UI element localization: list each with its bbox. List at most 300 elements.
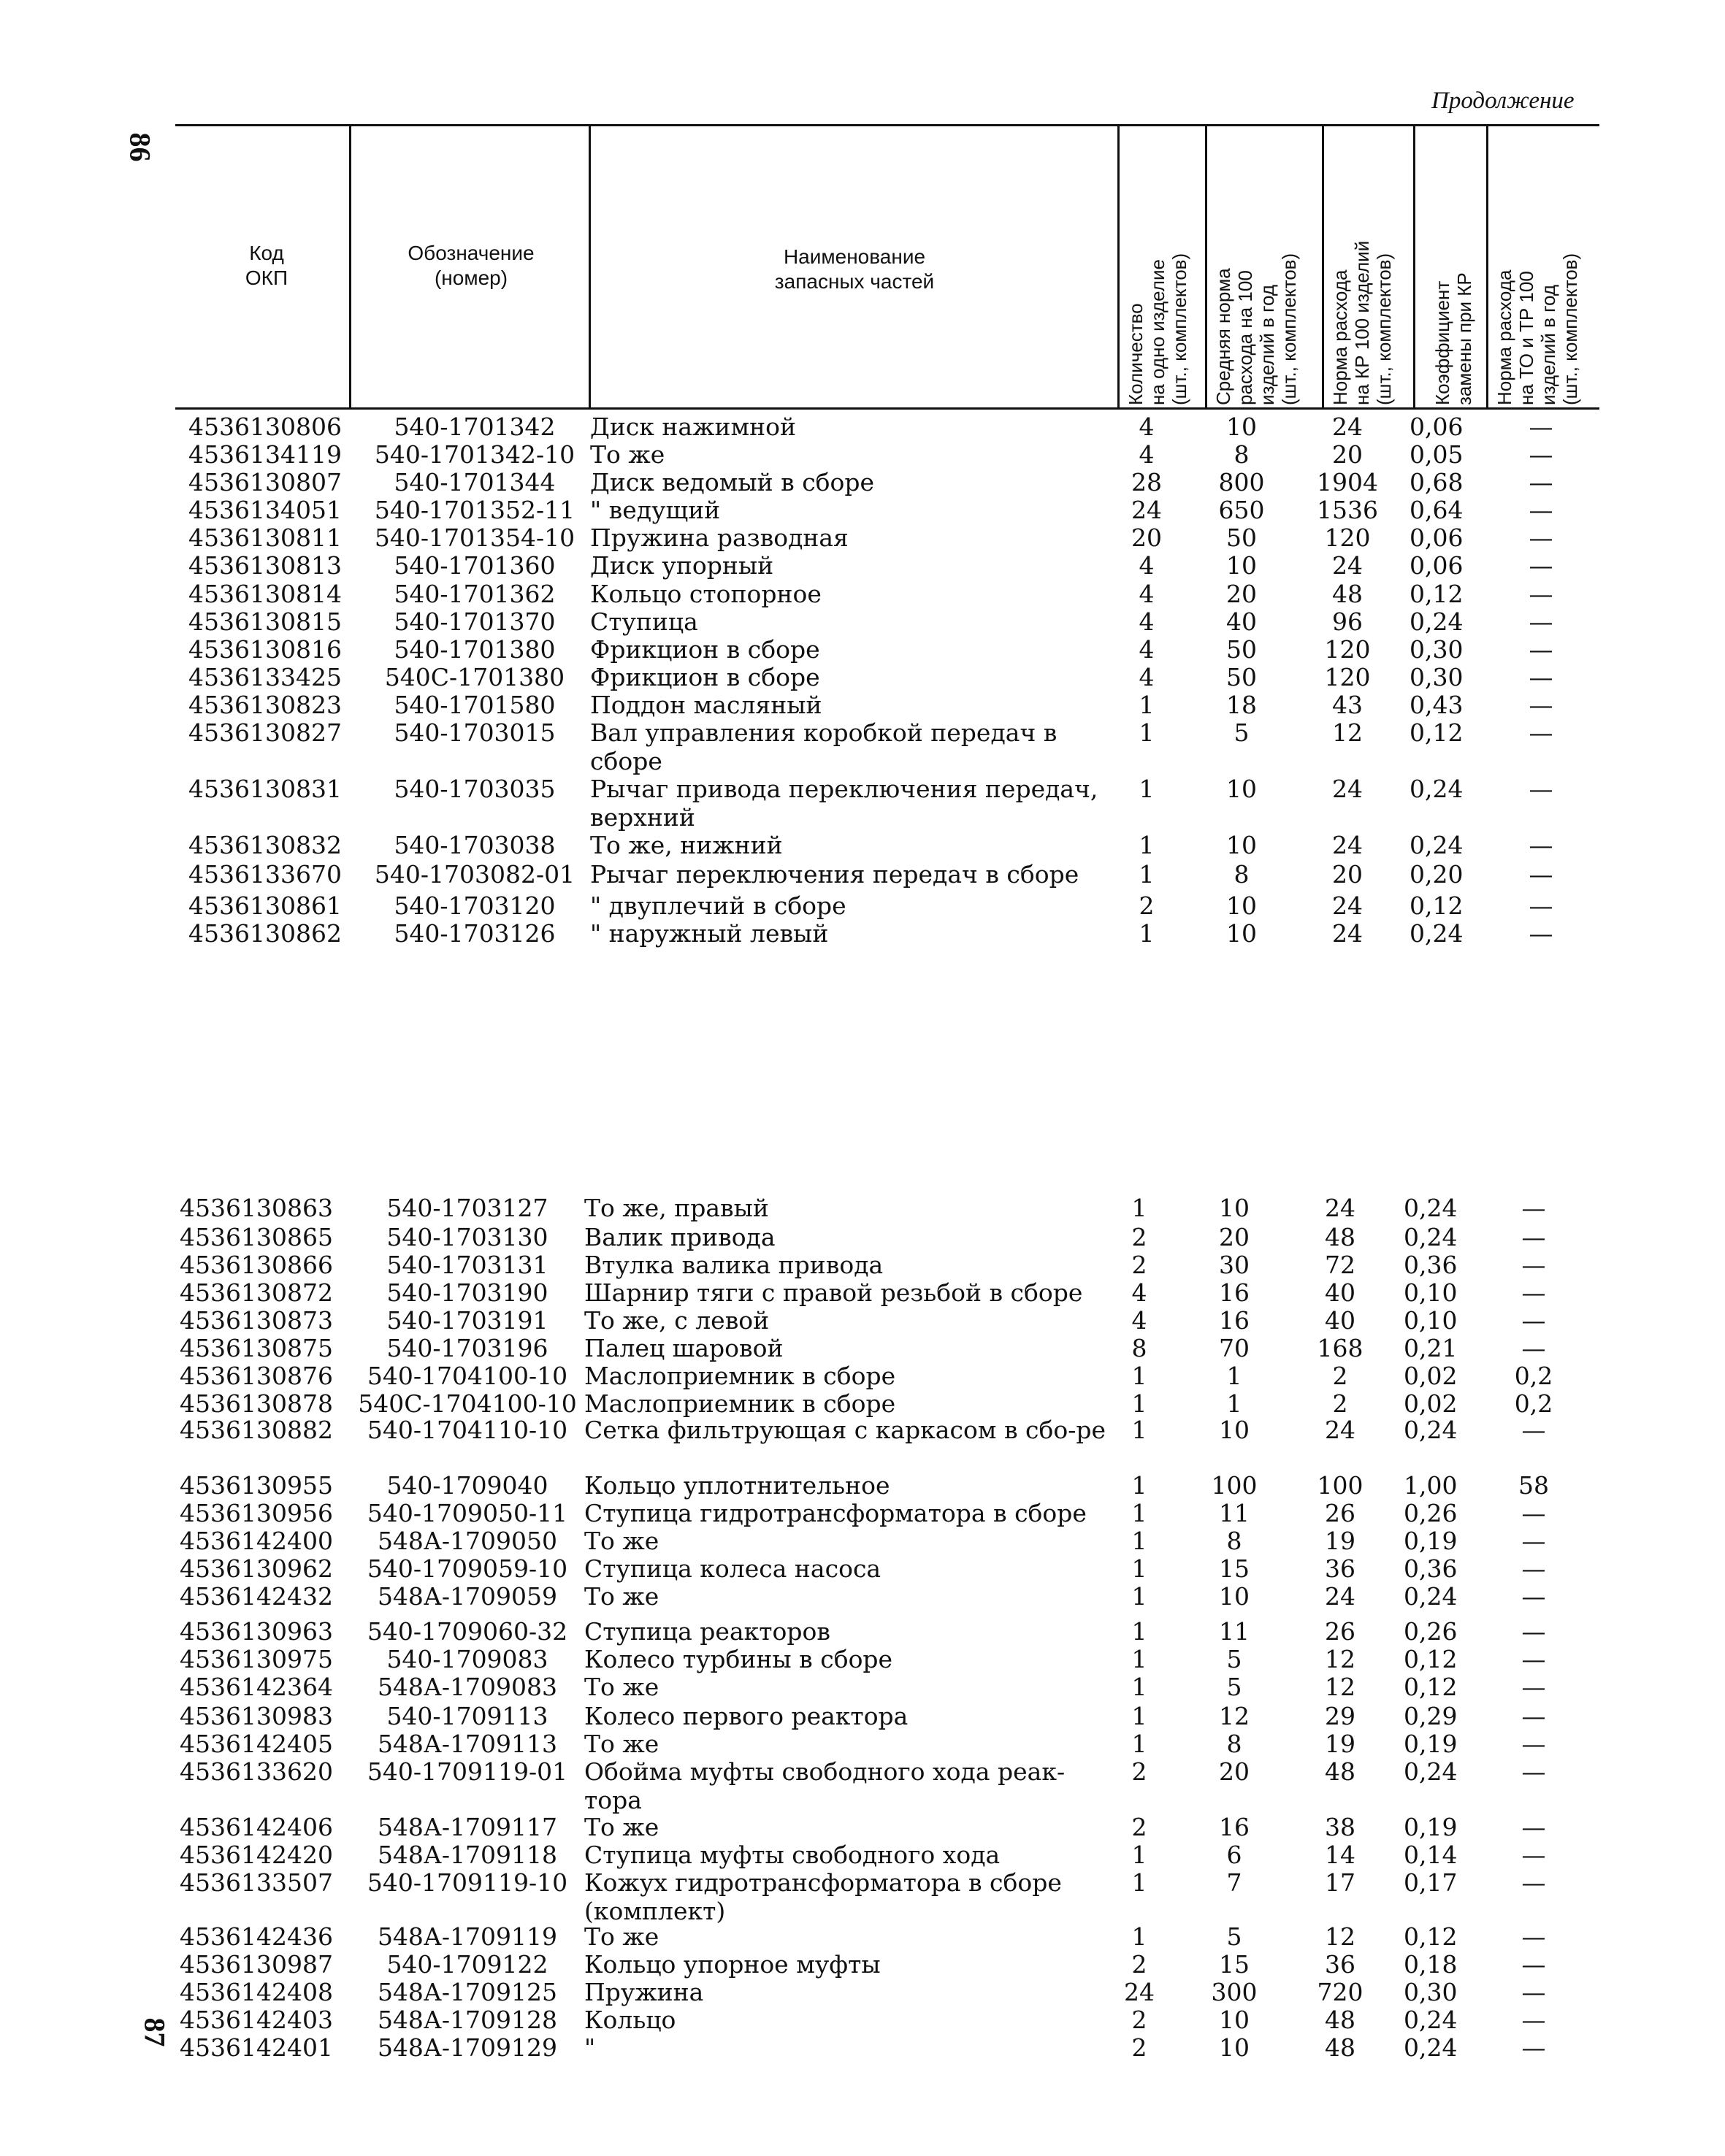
to-rate: — [1521, 1527, 1546, 1555]
avg-rate: 10 [1226, 831, 1257, 859]
replace-coef: 0,24 [1410, 775, 1464, 803]
header-name: Наименование запасных частей [774, 245, 935, 293]
replace-coef: 0,20 [1410, 860, 1464, 889]
part-name: Рычаг переключения передач в сборе [590, 860, 1079, 889]
qty-per-unit: 1 [1131, 1645, 1147, 1673]
okp-code: 4536142436 [180, 1922, 333, 1951]
part-number: 540-1709122 [386, 1950, 548, 1979]
okp-code: 4536130865 [180, 1223, 333, 1251]
replace-coef: 0,24 [1410, 831, 1464, 859]
to-rate: — [1529, 663, 1553, 691]
part-number: 548А-1709059 [377, 1582, 558, 1611]
qty-per-unit: 1 [1131, 1617, 1147, 1646]
part-number: 548А-1709117 [377, 1813, 558, 1841]
kr-rate: 96 [1332, 607, 1363, 636]
kr-rate: 2 [1332, 1362, 1348, 1390]
part-name: " [584, 2033, 596, 2062]
qty-per-unit: 4 [1139, 607, 1155, 636]
part-name: Втулка валика привода [584, 1251, 884, 1279]
avg-rate: 1 [1226, 1389, 1242, 1418]
part-number: 540-1701354-10 [374, 523, 575, 552]
part-number: 548А-1709119 [377, 1922, 558, 1951]
kr-rate: 24 [1325, 1582, 1355, 1611]
replace-coef: 0,02 [1404, 1389, 1458, 1418]
part-number: 540-1703131 [386, 1251, 548, 1279]
kr-rate: 168 [1317, 1334, 1363, 1362]
part-number: 540-1703190 [386, 1278, 548, 1307]
part-name: Палец шаровой [584, 1334, 784, 1362]
part-number: 540-1709050-11 [367, 1499, 568, 1527]
to-rate: — [1521, 1868, 1546, 1897]
qty-per-unit: 4 [1139, 551, 1155, 580]
replace-coef: 0,19 [1404, 1813, 1458, 1841]
replace-coef: 0,12 [1404, 1645, 1458, 1673]
okp-code: 4536130872 [180, 1278, 333, 1307]
part-name: Ступица [590, 607, 698, 636]
replace-coef: 0,24 [1404, 1194, 1458, 1222]
to-rate: — [1529, 691, 1553, 719]
header-kr: Норма расхода на КР 100 изделий (шт., комплектов) [1329, 240, 1395, 405]
kr-rate: 12 [1332, 718, 1363, 747]
part-number: 540-1703130 [386, 1223, 548, 1251]
avg-rate: 6 [1226, 1841, 1242, 1869]
replace-coef: 0,24 [1404, 1416, 1458, 1444]
avg-rate: 10 [1219, 2006, 1250, 2034]
replace-coef: 0,19 [1404, 1730, 1458, 1758]
to-rate: — [1521, 1730, 1546, 1758]
kr-rate: 1904 [1317, 468, 1378, 496]
okp-code: 4536130861 [188, 891, 342, 920]
page-number-top: 86 [123, 132, 157, 162]
to-rate: — [1521, 1251, 1546, 1279]
to-rate: — [1521, 1617, 1546, 1646]
part-name: То же, нижний [590, 831, 783, 859]
to-rate: — [1529, 718, 1553, 747]
to-rate: — [1521, 1334, 1546, 1362]
header-divider [349, 124, 351, 410]
replace-coef: 0,43 [1410, 691, 1464, 719]
avg-rate: 5 [1233, 718, 1250, 747]
header-number: Обозначение (номер) [408, 242, 535, 289]
part-name: То же [590, 440, 665, 469]
qty-per-unit: 1 [1139, 860, 1155, 889]
qty-per-unit: 1 [1131, 1194, 1147, 1222]
part-name: То же [584, 1922, 659, 1951]
kr-rate: 38 [1325, 1813, 1355, 1841]
avg-rate: 8 [1226, 1527, 1242, 1555]
header-avg: Средняя норма расхода на 100 изделий в год (шт., комплектов) [1212, 253, 1300, 405]
okp-code: 4536130962 [180, 1554, 333, 1583]
replace-coef: 0,12 [1410, 718, 1464, 747]
kr-rate: 36 [1325, 1554, 1355, 1583]
avg-rate: 10 [1226, 551, 1257, 580]
part-number: 540-1701342 [394, 413, 556, 441]
header-divider [1413, 124, 1415, 410]
qty-per-unit: 1 [1139, 831, 1155, 859]
avg-rate: 20 [1219, 1223, 1250, 1251]
part-number: 548А-1709083 [377, 1673, 558, 1701]
part-name: То же, правый [584, 1194, 769, 1222]
part-name: Ступица муфты свободного хода [584, 1841, 1001, 1869]
qty-per-unit: 2 [1139, 891, 1155, 920]
kr-rate: 36 [1325, 1950, 1355, 1979]
kr-rate: 17 [1325, 1868, 1355, 1897]
okp-code: 4536130983 [180, 1702, 333, 1730]
kr-rate: 24 [1332, 413, 1363, 441]
avg-rate: 10 [1219, 1582, 1250, 1611]
part-name: То же [584, 1730, 659, 1758]
avg-rate: 8 [1233, 440, 1250, 469]
avg-rate: 8 [1226, 1730, 1242, 1758]
part-number: 540-1703015 [394, 718, 556, 747]
part-name: Маслоприемник в сборе [584, 1362, 896, 1390]
part-name: Колесо первого реактора [584, 1702, 909, 1730]
okp-code: 4536142405 [180, 1730, 333, 1758]
qty-per-unit: 24 [1124, 1978, 1155, 2006]
continuation-label: Продолжение [1431, 88, 1575, 114]
kr-rate: 20 [1332, 440, 1363, 469]
replace-coef: 0,24 [1404, 1757, 1458, 1786]
replace-coef: 0,36 [1404, 1554, 1458, 1583]
okp-code: 4536130875 [180, 1334, 333, 1362]
replace-coef: 0,24 [1404, 2033, 1458, 2062]
avg-rate: 100 [1211, 1471, 1258, 1500]
header-to: Норма расхода на ТО и ТР 100 изделий в год (шт., комплектов) [1493, 253, 1581, 405]
qty-per-unit: 8 [1131, 1334, 1147, 1362]
qty-per-unit: 2 [1131, 1251, 1147, 1279]
to-rate: — [1521, 1499, 1546, 1527]
part-number: 540-1703120 [394, 891, 556, 920]
part-number: 540-1703038 [394, 831, 556, 859]
avg-rate: 50 [1226, 663, 1257, 691]
part-number: 540-1701580 [394, 691, 556, 719]
part-name: Пружина [584, 1978, 704, 2006]
avg-rate: 70 [1219, 1334, 1250, 1362]
avg-rate: 15 [1219, 1554, 1250, 1583]
part-number: 540-1709113 [386, 1702, 548, 1730]
kr-rate: 40 [1325, 1278, 1355, 1307]
kr-rate: 12 [1325, 1645, 1355, 1673]
okp-code: 4536130832 [188, 831, 342, 859]
avg-rate: 650 [1218, 496, 1265, 524]
avg-rate: 10 [1219, 1416, 1250, 1444]
kr-rate: 120 [1324, 523, 1371, 552]
part-name: Маслоприемник в сборе [584, 1389, 896, 1418]
to-rate: — [1529, 523, 1553, 552]
kr-rate: 24 [1325, 1416, 1355, 1444]
part-name: Фрикцион в сборе [590, 663, 820, 691]
qty-per-unit: 4 [1131, 1278, 1147, 1307]
okp-code: 4536130866 [180, 1251, 333, 1279]
replace-coef: 0,12 [1410, 891, 1464, 920]
okp-code: 4536142403 [180, 2006, 333, 2034]
to-rate: — [1521, 1278, 1546, 1307]
qty-per-unit: 1 [1139, 718, 1155, 747]
kr-rate: 26 [1325, 1499, 1355, 1527]
part-name: " наружный левый [590, 919, 829, 948]
kr-rate: 720 [1317, 1978, 1363, 2006]
okp-code: 4536130956 [180, 1499, 333, 1527]
replace-coef: 0,10 [1404, 1278, 1458, 1307]
part-name: Валик привода [584, 1223, 776, 1251]
replace-coef: 0,24 [1410, 919, 1464, 948]
okp-code: 4536142364 [180, 1673, 333, 1701]
to-rate: — [1529, 580, 1553, 608]
part-name: Ступица гидротрансформатора в сборе [584, 1499, 1087, 1527]
part-number: 548А-1709113 [377, 1730, 558, 1758]
kr-rate: 40 [1325, 1306, 1355, 1335]
avg-rate: 30 [1219, 1251, 1250, 1279]
qty-per-unit: 1 [1131, 1702, 1147, 1730]
qty-per-unit: 1 [1131, 1730, 1147, 1758]
to-rate: — [1529, 607, 1553, 636]
kr-rate: 24 [1332, 775, 1363, 803]
part-number: 540С-1701380 [384, 663, 565, 691]
okp-code: 4536130807 [188, 468, 342, 496]
header-divider [1322, 124, 1324, 410]
part-number: 548А-1709125 [377, 1978, 558, 2006]
qty-per-unit: 20 [1131, 523, 1162, 552]
part-number: 540-1701370 [394, 607, 556, 636]
to-rate: — [1521, 1813, 1546, 1841]
replace-coef: 0,26 [1404, 1617, 1458, 1646]
replace-coef: 0,36 [1404, 1251, 1458, 1279]
part-number: 540-1703035 [394, 775, 556, 803]
avg-rate: 300 [1211, 1978, 1258, 2006]
to-rate: — [1529, 860, 1553, 889]
part-name: Рычаг привода переключения передач, верхний [590, 775, 1098, 832]
kr-rate: 48 [1325, 1757, 1355, 1786]
part-name: " ведущий [590, 496, 721, 524]
part-name: Диск нажимной [590, 413, 796, 441]
replace-coef: 0,06 [1410, 523, 1464, 552]
okp-code: 4536134051 [188, 496, 342, 524]
replace-coef: 0,68 [1410, 468, 1464, 496]
replace-coef: 0,30 [1410, 663, 1464, 691]
part-name: Фрикцион в сборе [590, 635, 820, 664]
part-name: Кольцо уплотнительное [584, 1471, 890, 1500]
okp-code: 4536133507 [180, 1868, 333, 1897]
part-name: Ступица колеса насоса [584, 1554, 881, 1583]
part-number: 548А-1709118 [377, 1841, 558, 1869]
part-number: 540-1701342-10 [374, 440, 575, 469]
avg-rate: 16 [1219, 1306, 1250, 1335]
part-number: 548А-1709129 [377, 2033, 558, 2062]
to-rate: — [1521, 1702, 1546, 1730]
qty-per-unit: 2 [1131, 1813, 1147, 1841]
okp-code: 4536130955 [180, 1471, 333, 1500]
avg-rate: 5 [1226, 1673, 1242, 1701]
avg-rate: 5 [1226, 1645, 1242, 1673]
okp-code: 4536133670 [188, 860, 342, 889]
part-number: 540-1709119-01 [367, 1757, 568, 1786]
part-number: 540-1701380 [394, 635, 556, 664]
header-coef: Коэффициент замены при КР [1431, 272, 1475, 405]
to-rate: — [1521, 1978, 1546, 2006]
replace-coef: 0,24 [1410, 607, 1464, 636]
replace-coef: 0,12 [1404, 1922, 1458, 1951]
qty-per-unit: 1 [1131, 1416, 1147, 1444]
part-number: 540-1701352-11 [374, 496, 575, 524]
qty-per-unit: 4 [1139, 663, 1155, 691]
avg-rate: 10 [1226, 891, 1257, 920]
okp-code: 4536130823 [188, 691, 342, 719]
okp-code: 4536142401 [180, 2033, 333, 2062]
qty-per-unit: 28 [1131, 468, 1162, 496]
okp-code: 4536130827 [188, 718, 342, 747]
part-name: Диск упорный [590, 551, 774, 580]
avg-rate: 12 [1219, 1702, 1250, 1730]
okp-code: 4536142400 [180, 1527, 333, 1555]
replace-coef: 0,29 [1404, 1702, 1458, 1730]
avg-rate: 40 [1226, 607, 1257, 636]
header-divider [1205, 124, 1207, 410]
part-name: Шарнир тяги с правой резьбой в сборе [584, 1278, 1083, 1307]
to-rate: — [1529, 551, 1553, 580]
to-rate: — [1521, 1673, 1546, 1701]
to-rate: — [1521, 1922, 1546, 1951]
replace-coef: 0,21 [1404, 1334, 1458, 1362]
kr-rate: 26 [1325, 1617, 1355, 1646]
okp-code: 4536142420 [180, 1841, 333, 1869]
header-bottom-rule [175, 407, 1599, 410]
avg-rate: 1 [1226, 1362, 1242, 1390]
okp-code: 4536130813 [188, 551, 342, 580]
okp-code: 4536142406 [180, 1813, 333, 1841]
avg-rate: 10 [1226, 775, 1257, 803]
replace-coef: 0,17 [1404, 1868, 1458, 1897]
okp-code: 4536130815 [188, 607, 342, 636]
kr-rate: 120 [1324, 635, 1371, 664]
part-number: 540С-1704100-10 [358, 1389, 577, 1418]
qty-per-unit: 2 [1131, 1757, 1147, 1786]
replace-coef: 0,64 [1410, 496, 1464, 524]
replace-coef: 0,10 [1404, 1306, 1458, 1335]
part-number: 540-1701344 [394, 468, 556, 496]
part-number: 540-1704100-10 [367, 1362, 568, 1390]
avg-rate: 10 [1219, 2033, 1250, 2062]
part-name: То же [584, 1582, 659, 1611]
qty-per-unit: 4 [1139, 413, 1155, 441]
to-rate: — [1521, 1757, 1546, 1786]
to-rate: — [1529, 831, 1553, 859]
avg-rate: 15 [1219, 1950, 1250, 1979]
replace-coef: 0,14 [1404, 1841, 1458, 1869]
header-divider [1117, 124, 1120, 410]
kr-rate: 24 [1332, 919, 1363, 948]
to-rate: 0,2 [1514, 1362, 1553, 1390]
part-name: Пружина разводная [590, 523, 849, 552]
okp-code: 4536130806 [188, 413, 342, 441]
avg-rate: 11 [1219, 1617, 1250, 1646]
avg-rate: 11 [1219, 1499, 1250, 1527]
part-name: То же [584, 1527, 659, 1555]
kr-rate: 12 [1325, 1922, 1355, 1951]
to-rate: — [1529, 775, 1553, 803]
qty-per-unit: 2 [1131, 2033, 1147, 2062]
part-name: То же [584, 1673, 659, 1701]
header-top-rule [175, 124, 1599, 126]
replace-coef: 0,18 [1404, 1950, 1458, 1979]
to-rate: — [1529, 635, 1553, 664]
part-number: 540-1703127 [386, 1194, 548, 1222]
replace-coef: 1,00 [1404, 1471, 1458, 1500]
okp-code: 4536133620 [180, 1757, 333, 1786]
to-rate: — [1521, 1645, 1546, 1673]
part-number: 540-1703082-01 [374, 860, 575, 889]
qty-per-unit: 1 [1131, 1362, 1147, 1390]
avg-rate: 18 [1226, 691, 1257, 719]
okp-code: 4536130963 [180, 1617, 333, 1646]
qty-per-unit: 1 [1131, 1499, 1147, 1527]
header-code: Код ОКП [245, 242, 288, 289]
okp-code: 4536142432 [180, 1582, 333, 1611]
okp-code: 4536130816 [188, 635, 342, 664]
part-name: " двуплечий в сборе [590, 891, 846, 920]
kr-rate: 19 [1325, 1527, 1355, 1555]
replace-coef: 0,06 [1410, 413, 1464, 441]
qty-per-unit: 1 [1131, 1471, 1147, 1500]
qty-per-unit: 2 [1131, 1223, 1147, 1251]
okp-code: 4536133425 [188, 663, 342, 691]
part-name: Кольцо стопорное [590, 580, 822, 608]
part-number: 540-1703196 [386, 1334, 548, 1362]
part-number: 540-1703126 [394, 919, 556, 948]
to-rate: — [1529, 496, 1553, 524]
to-rate: — [1521, 2006, 1546, 2034]
replace-coef: 0,30 [1410, 635, 1464, 664]
okp-code: 4536130863 [180, 1194, 333, 1222]
kr-rate: 48 [1332, 580, 1363, 608]
to-rate: — [1521, 1950, 1546, 1979]
kr-rate: 24 [1325, 1194, 1355, 1222]
qty-per-unit: 4 [1139, 580, 1155, 608]
part-name: Поддон масляный [590, 691, 822, 719]
avg-rate: 20 [1226, 580, 1257, 608]
to-rate: — [1521, 1416, 1546, 1444]
kr-rate: 72 [1325, 1251, 1355, 1279]
to-rate: — [1529, 891, 1553, 920]
qty-per-unit: 1 [1131, 1527, 1147, 1555]
header-qty: Количество на одно изделие (шт., комплектов) [1125, 253, 1190, 405]
to-rate: — [1521, 1223, 1546, 1251]
qty-per-unit: 1 [1139, 919, 1155, 948]
part-number: 540-1709059-10 [367, 1554, 568, 1583]
to-rate: 0,2 [1514, 1389, 1553, 1418]
avg-rate: 8 [1233, 860, 1250, 889]
part-number: 540-1703191 [386, 1306, 548, 1335]
okp-code: 4536130882 [180, 1416, 333, 1444]
qty-per-unit: 4 [1139, 635, 1155, 664]
okp-code: 4536130814 [188, 580, 342, 608]
avg-rate: 10 [1226, 413, 1257, 441]
part-number: 540-1701362 [394, 580, 556, 608]
kr-rate: 19 [1325, 1730, 1355, 1758]
qty-per-unit: 1 [1139, 691, 1155, 719]
table-header [175, 124, 1599, 410]
qty-per-unit: 2 [1131, 1950, 1147, 1979]
qty-per-unit: 1 [1131, 1582, 1147, 1611]
okp-code: 4536130975 [180, 1645, 333, 1673]
qty-per-unit: 1 [1131, 1389, 1147, 1418]
replace-coef: 0,19 [1404, 1527, 1458, 1555]
okp-code: 4536130876 [180, 1362, 333, 1390]
avg-rate: 50 [1226, 635, 1257, 664]
kr-rate: 24 [1332, 551, 1363, 580]
qty-per-unit: 4 [1139, 440, 1155, 469]
to-rate: — [1521, 1554, 1546, 1583]
to-rate: — [1521, 1306, 1546, 1335]
